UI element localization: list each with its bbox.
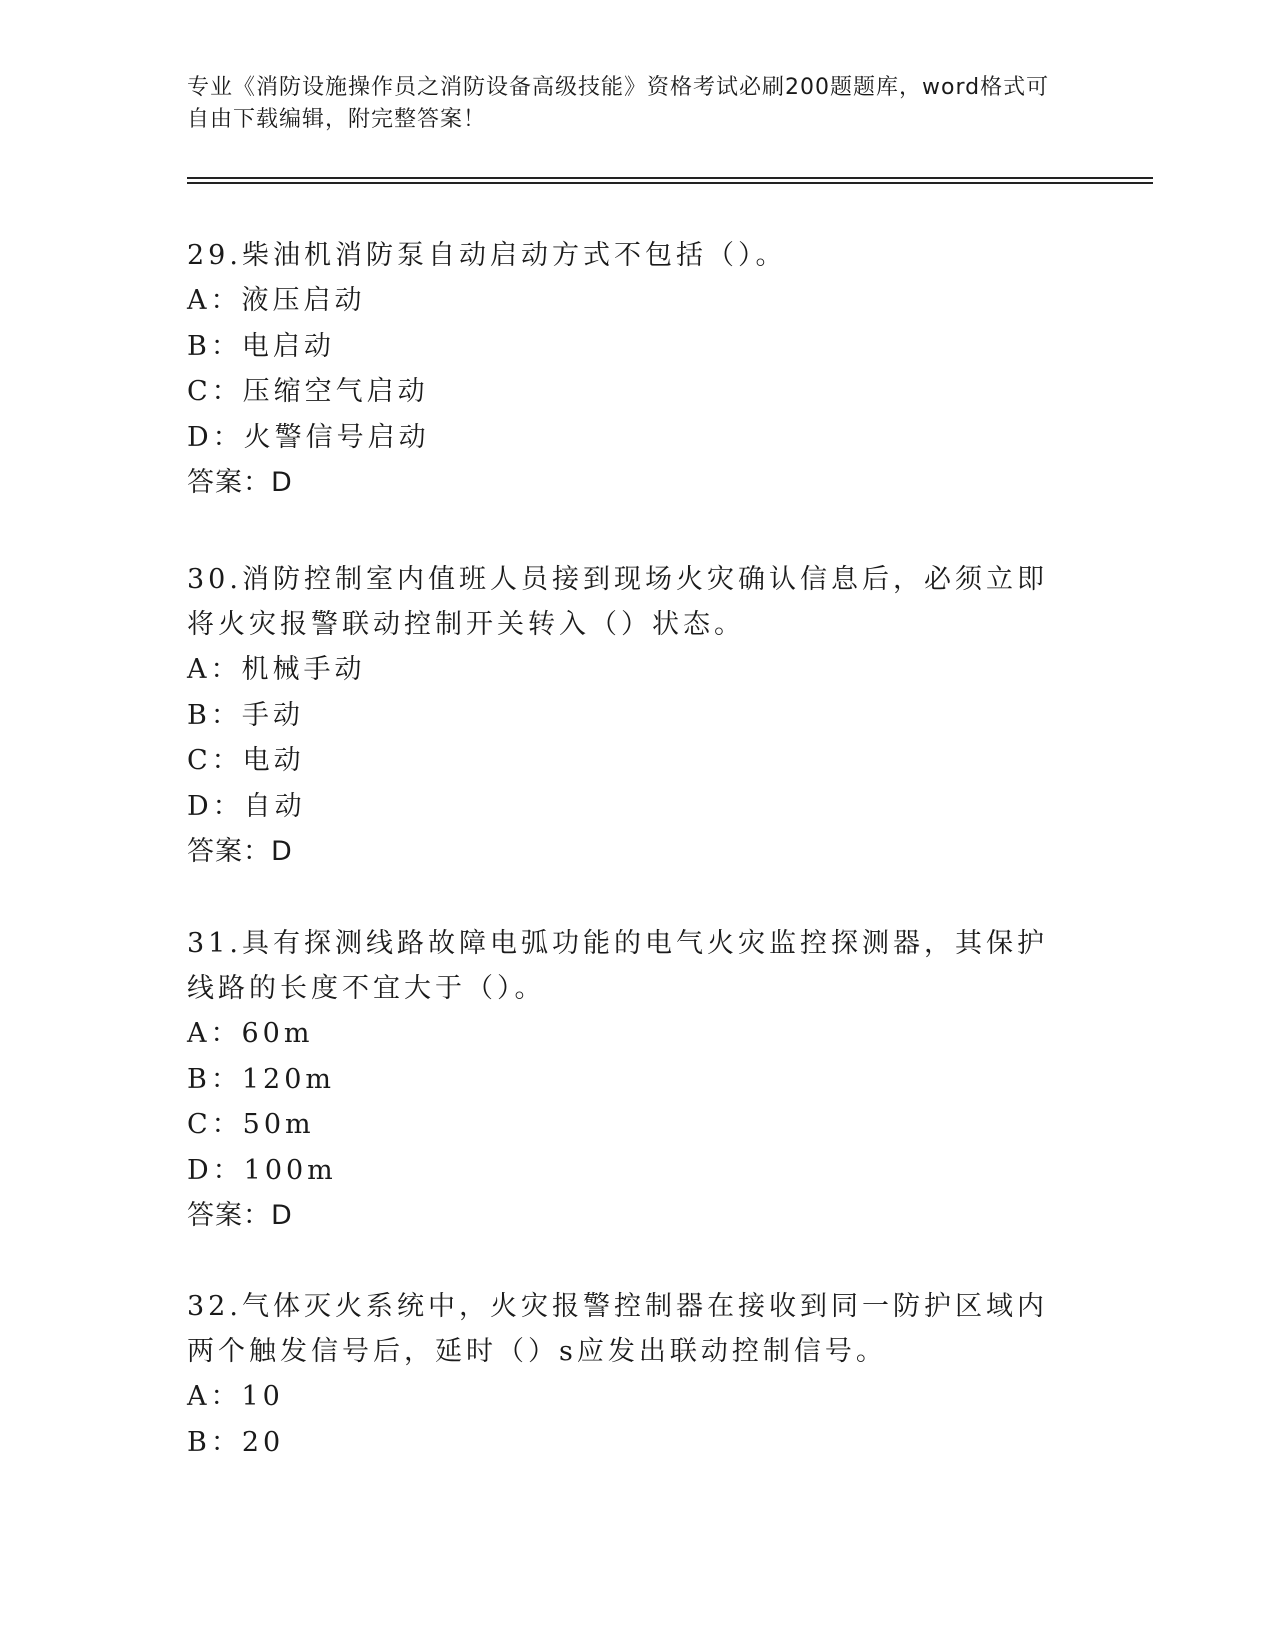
question-stem: 32.气体灭火系统中，火灾报警控制器在接收到同一防护区域内两个触发信号后，延时（）s应发出联动控制信号。 bbox=[187, 1291, 1048, 1367]
question-stem: 29.柴油机消防泵自动启动方式不包括（）。 bbox=[187, 240, 787, 271]
option-b: B：20 bbox=[187, 1426, 285, 1458]
option-c: C：50m bbox=[187, 1109, 315, 1140]
option-a: A：机械手动 bbox=[187, 654, 366, 685]
answer: 答案：D bbox=[187, 467, 293, 498]
option-b: B：电启动 bbox=[187, 330, 335, 362]
option-d: D：火警信号启动 bbox=[187, 421, 430, 453]
question-29 bbox=[187, 233, 1077, 505]
option-d: D：自动 bbox=[187, 790, 306, 822]
option-c: C：电动 bbox=[187, 745, 305, 776]
question-32 bbox=[187, 1284, 1077, 1465]
option-c: C：压缩空气启动 bbox=[187, 376, 429, 407]
question-stem: 30.消防控制室内值班人员接到现场火灾确认信息后，必须立即将火灾报警联动控制开关转入（）状态。 bbox=[187, 564, 1048, 640]
answer: 答案：D bbox=[187, 1200, 293, 1231]
header-divider-bottom bbox=[187, 182, 1153, 184]
question-31 bbox=[187, 921, 1077, 1238]
option-b: B：120m bbox=[187, 1063, 335, 1095]
option-a: A：60m bbox=[187, 1018, 314, 1049]
option-a: A：液压启动 bbox=[187, 285, 366, 316]
option-d: D：100m bbox=[187, 1154, 337, 1186]
option-b: B：手动 bbox=[187, 699, 304, 731]
document-header: 专业《消防设施操作员之消防设备高级技能》资格考试必刷200题题库，word格式可自由下载编辑，附完整答案！ bbox=[187, 75, 1050, 132]
answer: 答案：D bbox=[187, 836, 293, 867]
option-a: A：10 bbox=[187, 1381, 284, 1412]
question-30 bbox=[187, 557, 1077, 874]
question-stem: 31.具有探测线路故障电弧功能的电气火灾监控探测器，其保护线路的长度不宜大于（）。 bbox=[187, 928, 1048, 1004]
header-divider-top bbox=[187, 177, 1153, 179]
